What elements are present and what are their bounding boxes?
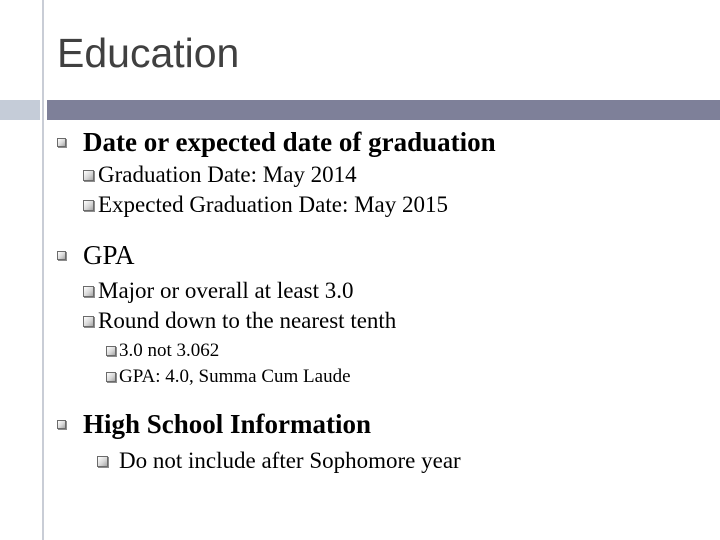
decorative-bar-left bbox=[0, 100, 40, 120]
bullet-text: Round down to the nearest tenth bbox=[98, 308, 397, 333]
sub-bullet-graduation-date bbox=[83, 162, 357, 188]
bullet-text: GPA bbox=[83, 240, 135, 270]
bullet-gpa bbox=[57, 240, 135, 271]
square-bullet-icon bbox=[57, 251, 66, 260]
bullet-text: 3.0 not 3.062 bbox=[119, 340, 220, 361]
square-bullet-icon bbox=[83, 316, 94, 327]
bullet-text: Major or overall at least 3.0 bbox=[98, 278, 354, 303]
bullet-text: Graduation Date: May 2014 bbox=[98, 162, 357, 187]
bullet-text: High School Information bbox=[83, 409, 372, 439]
square-bullet-icon bbox=[106, 346, 116, 356]
sub-sub-bullet-example-honors bbox=[106, 366, 351, 388]
square-bullet-icon bbox=[97, 456, 108, 467]
sub-sub-bullet-example-rounding bbox=[106, 340, 219, 362]
square-bullet-icon bbox=[83, 286, 94, 297]
bullet-text: Expected Graduation Date: May 2015 bbox=[98, 192, 448, 217]
bullet-text: Date or expected date of graduation bbox=[83, 127, 496, 157]
bullet-text: GPA: 4.0, Summa Cum Laude bbox=[119, 366, 351, 387]
square-bullet-icon bbox=[57, 138, 66, 147]
decorative-bar-main bbox=[47, 100, 720, 120]
square-bullet-icon bbox=[106, 372, 116, 382]
square-bullet-icon bbox=[57, 420, 66, 429]
sub-bullet-major-gpa bbox=[83, 278, 353, 304]
bullet-graduation-date bbox=[57, 127, 496, 158]
sub-bullet-sophomore-year bbox=[97, 448, 461, 474]
bullet-text: Do not include after Sophomore year bbox=[119, 448, 461, 473]
square-bullet-icon bbox=[83, 200, 94, 211]
sub-bullet-expected-graduation-date bbox=[83, 192, 448, 218]
decorative-vertical-line bbox=[42, 0, 44, 540]
bullet-high-school-info bbox=[57, 409, 371, 440]
square-bullet-icon bbox=[83, 170, 94, 181]
sub-bullet-round-down bbox=[83, 308, 396, 334]
slide-title: Education bbox=[57, 30, 240, 76]
